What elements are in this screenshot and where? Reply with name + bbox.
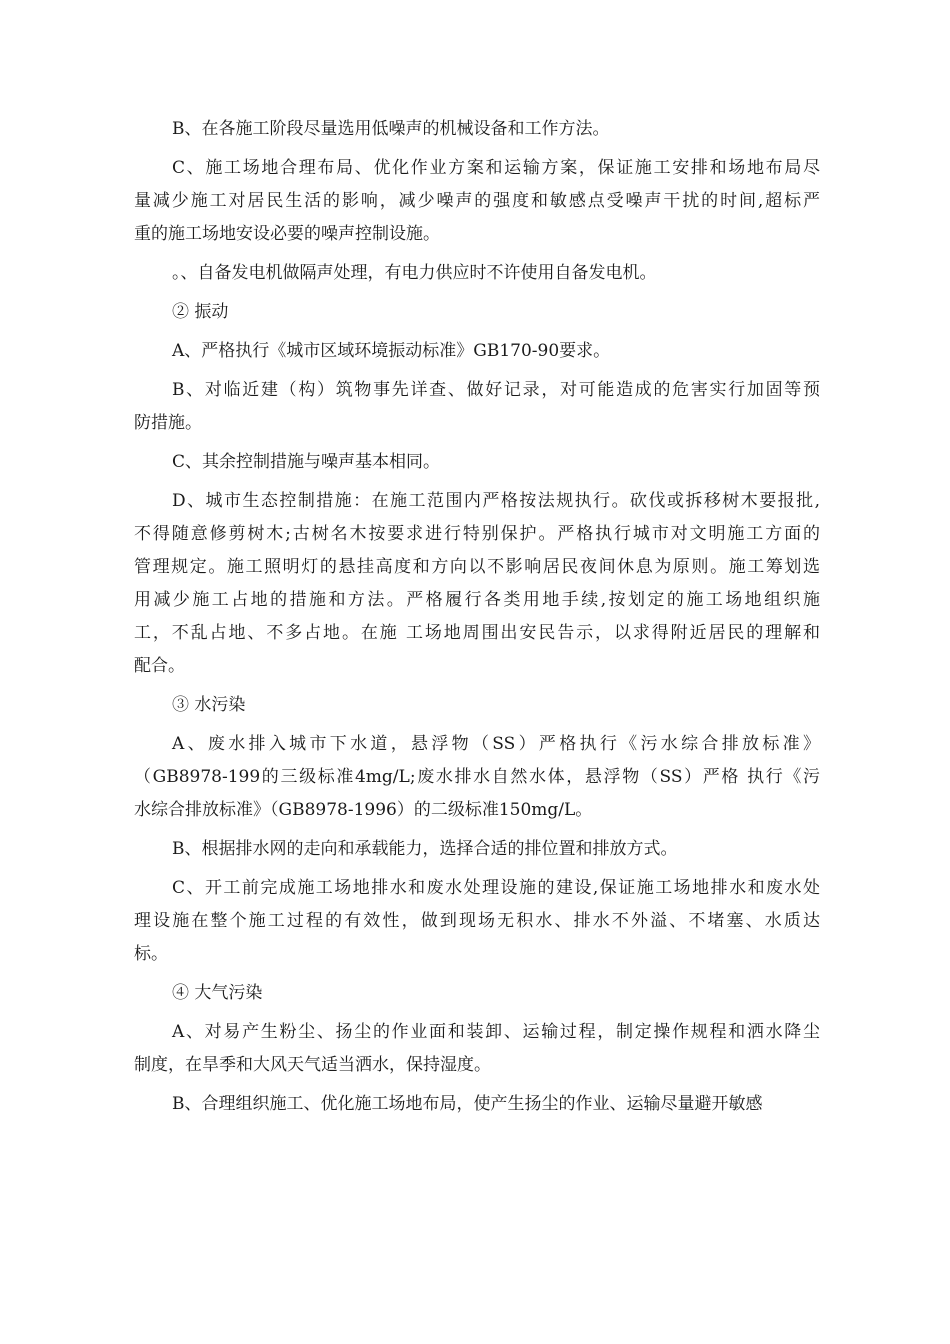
text-line: 。、自备发电机做隔声处理，有电力供应时不许使用自备发电机。: [172, 263, 657, 283]
paragraph: [134, 335, 820, 368]
text-line: 理设施在整个施工过程的有效性，做到现场无积水、排水不外溢、不堵塞、水质达: [134, 911, 820, 931]
text-line: C、开工前完成施工场地排水和废水处理设施的建设,保证施工场地排水和废水处: [172, 878, 820, 898]
text-line: A、对易产生粉尘、扬尘的作业面和装卸、运输过程，制定操作规程和洒水降尘: [172, 1022, 820, 1042]
paragraph: [134, 113, 820, 146]
text-line: A、废水排入城市下水道，悬浮物（SS）严格执行《污水综合排放标准》: [172, 734, 820, 754]
paragraph: [134, 257, 820, 290]
document-page: [134, 113, 820, 1127]
paragraph: [134, 296, 820, 329]
text-line: 制度，在旱季和大风天气适当洒水，保持湿度。: [134, 1055, 491, 1075]
paragraph: [134, 833, 820, 866]
paragraph: [134, 152, 820, 251]
text-line: 管理规定。施工照明灯的悬挂高度和方向以不影响居民夜间休息为原则。施工筹划选: [134, 557, 820, 577]
text-line: ③ 水污染: [172, 695, 246, 715]
paragraph: [134, 689, 820, 722]
paragraph: [134, 1088, 820, 1121]
text-line: B、在各施工阶段尽量选用低噪声的机械设备和工作方法。: [172, 119, 610, 139]
text-line: C、施工场地合理布局、优化作业方案和运输方案，保证施工安排和场地布局尽: [172, 158, 820, 178]
text-line: 水综合排放标准》（GB8978-1996）的二级标准150mg/L。: [134, 800, 593, 820]
text-line: ④ 大气污染: [172, 983, 263, 1003]
text-line: B、根据排水网的走向和承载能力，选择合适的排位置和排放方式。: [172, 839, 678, 859]
paragraph: [134, 1016, 820, 1082]
text-line: 工，不乱占地、不多占地。在施 工场地周围出安民告示，以求得附近居民的理解和: [134, 623, 820, 643]
text-line: 用减少施工占地的措施和方法。严格履行各类用地手续,按划定的施工场地组织施: [134, 590, 820, 610]
text-line: 防措施。: [134, 413, 202, 433]
text-line: 重的施工场地安设必要的噪声控制设施。: [134, 224, 440, 244]
text-line: A、严格执行《城市区域环境振动标准》GB170-90要求。: [172, 341, 611, 361]
text-line: （GB8978-199的三级标准4mg/L;废水排水自然水体，悬浮物（SS）严格 执行《污: [134, 767, 820, 787]
text-line: C、其余控制措施与噪声基本相同。: [172, 452, 441, 472]
text-line: 不得随意修剪树木;古树名木按要求进行特别保护。严格执行城市对文明施工方面的: [134, 524, 820, 544]
text-line: 配合。: [134, 656, 185, 676]
paragraph: [134, 374, 820, 440]
text-line: 标。: [134, 944, 168, 964]
text-line: B、合理组织施工、优化施工场地布局，使产生扬尘的作业、运输尽量避开敏感: [172, 1094, 763, 1114]
text-line: ② 振动: [172, 302, 229, 322]
paragraph: [134, 872, 820, 971]
paragraph: [134, 446, 820, 479]
paragraph: [134, 485, 820, 683]
text-line: D、城市生态控制措施：在施工范围内严格按法规执行。砍伐或拆移树木要报批,: [172, 491, 820, 511]
paragraph: [134, 977, 820, 1010]
paragraph: [134, 728, 820, 827]
text-line: B、对临近建（构）筑物事先详查、做好记录，对可能造成的危害实行加固等预: [172, 380, 820, 400]
text-line: 量减少施工对居民生活的影响，减少噪声的强度和敏感点受噪声干扰的时间,超标严: [134, 191, 820, 211]
